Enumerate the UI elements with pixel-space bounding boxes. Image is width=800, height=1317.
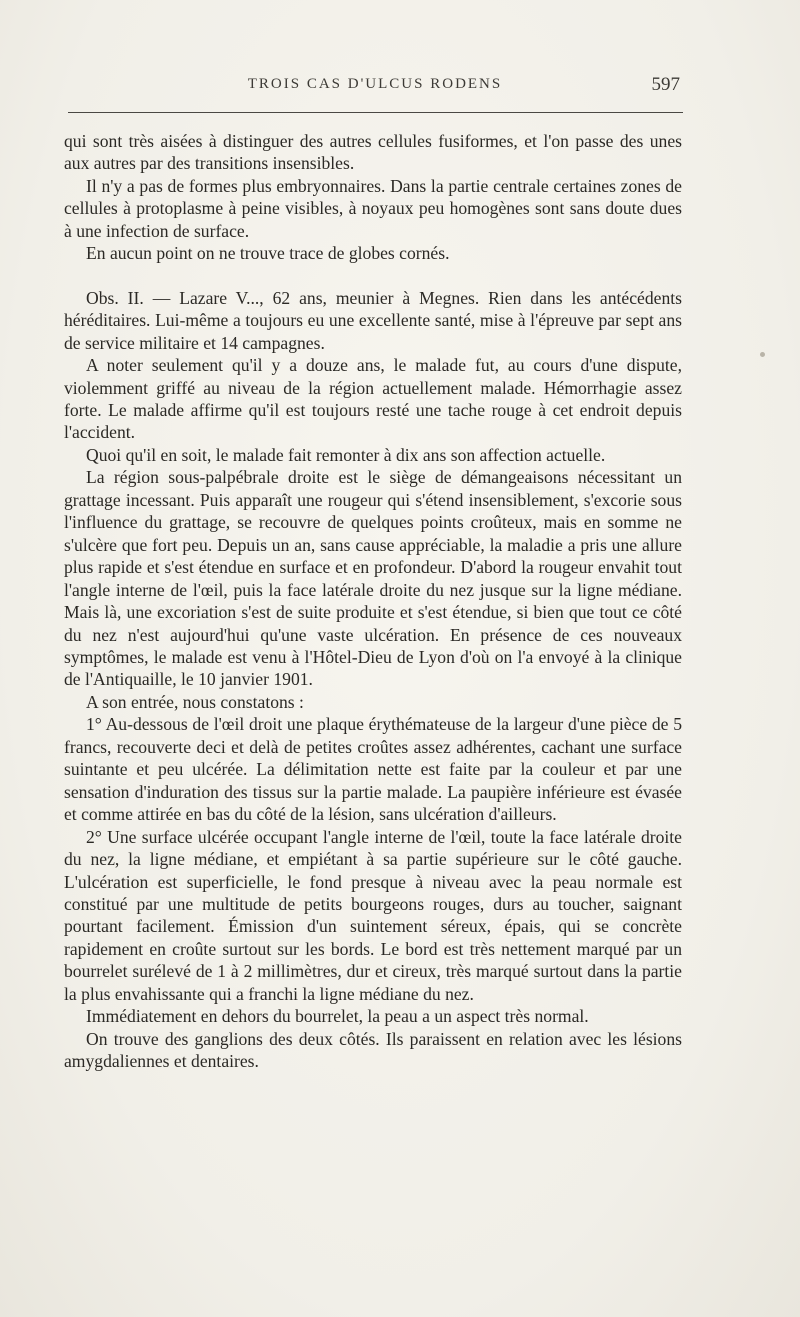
body-text <box>64 130 682 1073</box>
header-rule <box>68 112 683 113</box>
paragraph: A son entrée, nous constatons : <box>86 691 304 712</box>
paragraph: Il n'y a pas de formes plus embryonnaires. Dans la partie centrale certaines zones de cellules à protoplasme à peine visibles, à noyaux peu homogènes sont sans doute dues à une infection de surface. <box>64 175 682 241</box>
paragraph: qui sont très aisées à distinguer des autres cellules fusiformes, et l'on passe des unes aux autres par des transitions insensibles. <box>64 131 682 174</box>
paragraph: On trouve des ganglions des deux côtés. Ils paraissent en relation avec les lésions amygdaliennes et dentaires. <box>64 1028 682 1072</box>
paragraph: Quoi qu'il en soit, le malade fait remonter à dix ans son affection actuelle. <box>86 444 606 465</box>
paragraph: La région sous-palpébrale droite est le siège de démangeaisons nécessitant un grattage incessant. Puis apparaît une rougeur qui s'étend insensiblement, s'excorie sous l'influence du grattage, se recouvre de quelques points croûteux, mais en somme ne s'ulcère que fort peu. Depuis un an, sans cause appréciable, la maladie a pris une allure plus rapide et s'est étendue en surface et en profondeur. D'abord la rougeur envahit tout l'angle interne de l'œil, puis la face latérale droite du nez jusque sur la ligne médiane. Mais là, une excoriation s'est de suite produite et s'est étendue, si bien que tout ce côté du nez n'est aujourd'hui qu'une vaste ulcération. En présence de ces nouveaux symptômes, le malade est venu à l'Hôtel-Dieu de Lyon d'où on l'a envoyé à la clinique de l'Antiquaille, le 10 janvier 1901. <box>64 467 682 690</box>
paper-speck <box>760 352 765 357</box>
page-number: 597 <box>651 74 680 95</box>
paragraph: 1° Au-dessous de l'œil droit une plaque érythémateuse de la largeur d'une pièce de 5 francs, recouverte deci et delà de petites croûtes assez adhérentes, cachant une surface suintante et peu ulcérée. La délimitation nette est faite par la couleur et par une sensation d'induration des tissus sur la partie malade. La paupière inférieure est évasée et comme attirée en bas du côté de la lésion, sans ulcération d'ailleurs. <box>64 714 682 825</box>
paragraph: 2° Une surface ulcérée occupant l'angle interne de l'œil, toute la face latérale droite du nez, la ligne médiane, et empiétant à sa partie supérieure sur le côté gauche. L'ulcération est superficielle, le fond presque à niveau avec la peau normale est constitué par une multitude de petits bourgeons rouges, durs au toucher, saignant pourtant facilement. Émission d'un suintement séreux, épais, qui se concrète rapidement en croûte surtout sur les bords. Le bord est très nettement marqué par un bourrelet surélevé de 1 à 2 millimètres, dur et cireux, très marqué surtout dans la partie la plus envahissante qui a franchi la ligne médiane du nez. <box>64 826 682 1004</box>
running-title: TROIS CAS D'ULCUS RODENS <box>247 76 503 92</box>
paragraph: A noter seulement qu'il y a douze ans, le malade fut, au cours d'une dispute, violemment griffé au niveau de la région actuellement malade. Hémorrhagie assez forte. Le malade affirme qu'il est toujours resté une tache rouge à cet endroit depuis l'accident. <box>64 355 682 443</box>
paragraph: Immédiatement en dehors du bourrelet, la peau a un aspect très normal. <box>86 1006 589 1027</box>
page-header <box>68 74 682 100</box>
paragraph-obs-heading: Obs. II. — Lazare V..., 62 ans, meunier à Megnes. Rien dans les antécédents héréditaires. Lui-même a toujours eu une excellente santé, mise à l'épreuve par sept ans de service militaire et 14 campagnes. <box>64 287 682 353</box>
paragraph: En aucun point on ne trouve trace de globes cornés. <box>86 243 450 264</box>
